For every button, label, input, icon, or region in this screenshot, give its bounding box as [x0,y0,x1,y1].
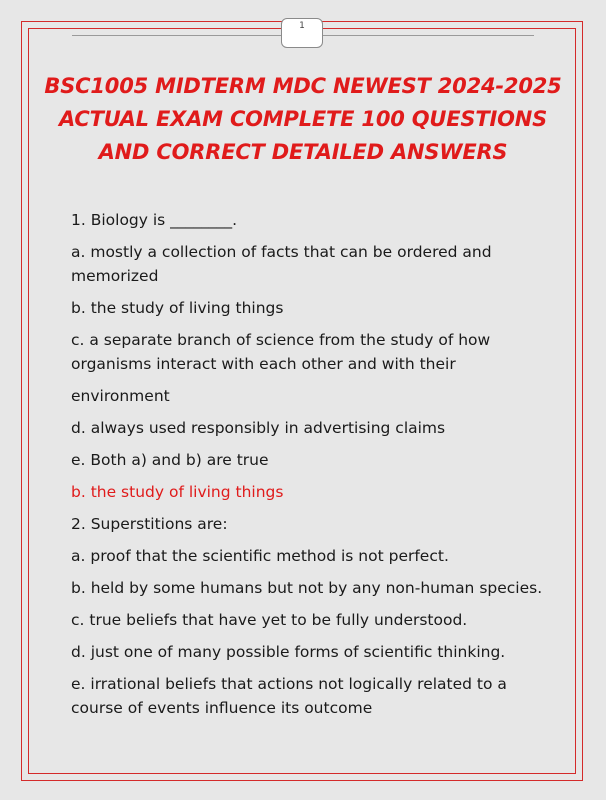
question-1-option-c-continued: environment [71,387,170,405]
question-1-option-d: d. always used responsibly in advertising claims [71,419,446,437]
title-line: AND CORRECT DETAILED ANSWERS [98,140,508,164]
title-line: ACTUAL EXAM COMPLETE 100 QUESTIONS [58,107,548,131]
question-2-option-c: c. true beliefs that have yet to be fully understood. [71,611,468,629]
title-line: BSC1005 MIDTERM MDC NEWEST 2024-2025 [44,74,562,98]
question-2-option-a: a. proof that the scientific method is not perfect. [71,547,449,565]
question-1-option-a: a. mostly a collection of facts that can be ordered and memorized [71,243,492,285]
question-2-option-b: b. held by some humans but not by any non-human species. [71,579,543,597]
question-1-option-c: c. a separate branch of science from the study of how organisms interact with each other and with their [71,331,491,373]
question-2-text: 2. Superstitions are: [71,515,228,533]
page-number: 1 [281,18,323,48]
question-1-answer: b. the study of living things [71,483,284,501]
question-2-option-d: d. just one of many possible forms of scientific thinking. [71,643,506,661]
document-title [40,70,566,169]
question-list [71,208,543,728]
question-2-option-e: e. irrational beliefs that actions not logically related to a course of events influence its outcome [71,675,507,717]
question-1-text: 1. Biology is ________. [71,211,238,229]
question-1-option-e: e. Both a) and b) are true [71,451,269,469]
question-1-option-b: b. the study of living things [71,299,284,317]
